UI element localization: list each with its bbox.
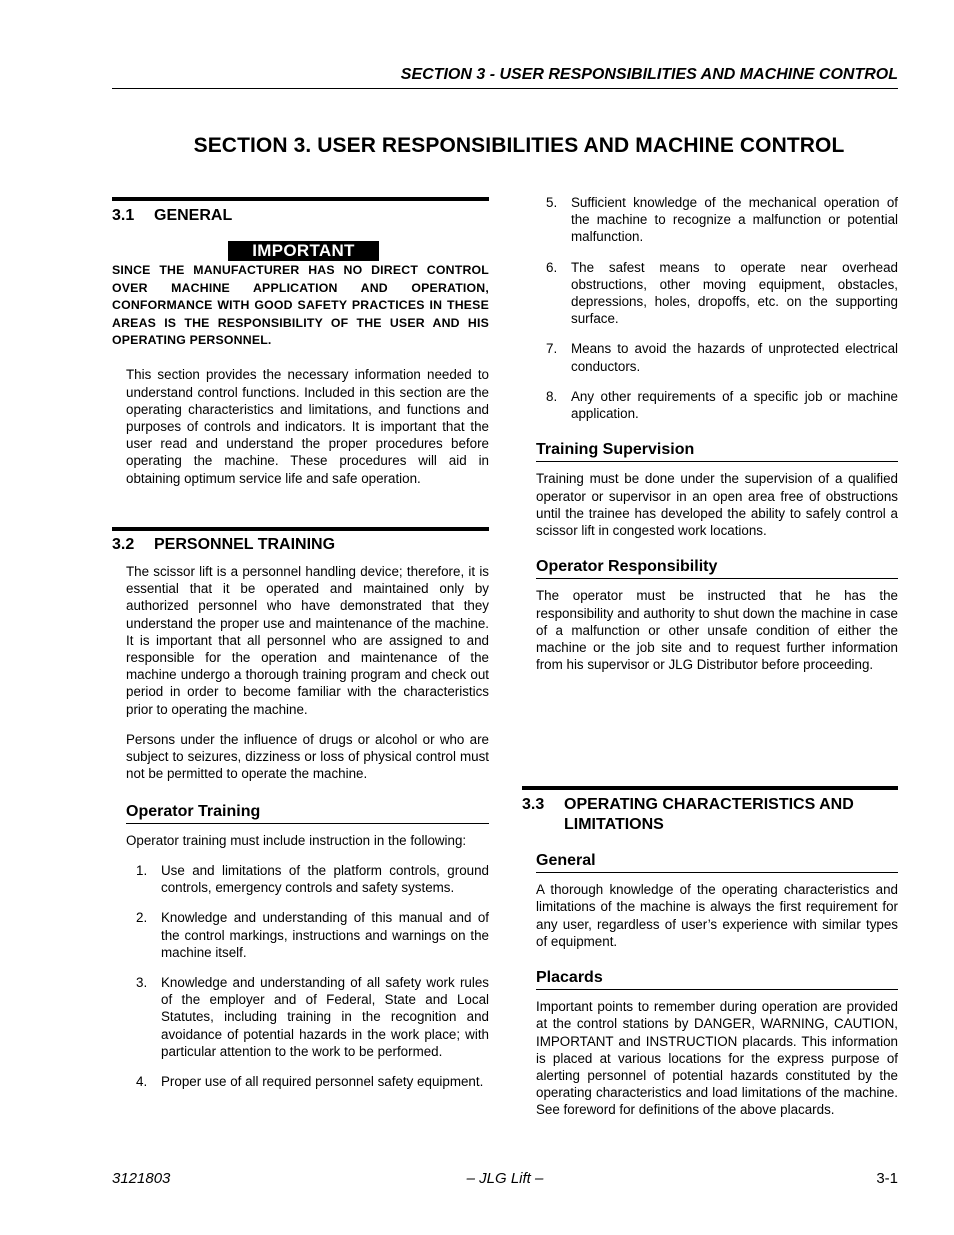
section-3-1-body: This section provides the necessary information needed to understand control functions. Included in this section are the operating characteristics and limitations, and functions and purposes of controls and indicators. It is important that the user read and understand the proper procedures before operating the machine. These procedures will aid in obtaining optimum service life and safe operation. (126, 367, 489, 486)
list-item: 3. Knowledge and understanding of all safety work rules of the employer and of Federal, State and Local Statutes, including training in the recognition and avoidance of potential hazards in the work place; with particular attention to the work to be performed. (136, 974, 489, 1059)
operator-responsibility-heading: Operator Responsibility (536, 558, 898, 579)
left-column (112, 197, 489, 1090)
list-item: 5. Sufficient knowledge of the mechanical operation of the machine to recognize a malfunction or potential malfunction. (546, 195, 898, 245)
section-number: 3.2 (112, 535, 135, 553)
section-3-3-heading (522, 795, 898, 835)
section-title: PERSONNEL TRAINING (154, 535, 336, 553)
footer-center: – JLG Lift – (466, 1170, 544, 1187)
list-item: 6. The safest means to operate near overhead obstructions, other moving equipment, obstacles, depressions, holes, dropoffs, etc. on the supporting surface. (546, 259, 898, 327)
page-title: SECTION 3. USER RESPONSIBILITIES AND MACHINE CONTROL (193, 134, 845, 157)
section-rule (522, 786, 898, 790)
operator-training-heading: Operator Training (126, 803, 489, 824)
right-column-lower (522, 786, 898, 1119)
running-header: SECTION 3 - USER RESPONSIBILITIES AND MACHINE CONTROL (400, 66, 898, 83)
list-item: 2. Knowledge and understanding of this manual and of the control markings, instructions and warnings on the machine itself. (136, 910, 489, 960)
section-number: 3.1 (112, 207, 135, 224)
training-supervision-heading: Training Supervision (536, 441, 898, 462)
section-title: GENERAL (154, 207, 233, 224)
section-rule (112, 527, 489, 531)
list-item: 7. Means to avoid the hazards of unprotected electrical conductors. (546, 341, 898, 374)
list-item: 1. Use and limitations of the platform controls, ground controls, emergency controls and safety systems. (136, 862, 489, 896)
training-paragraph-2: Persons under the influence of drugs or alcohol or who are subject to seizures, dizziness or loss of physical control must not be permitted to operate the machine. (126, 731, 489, 782)
important-label: IMPORTANT (228, 241, 379, 261)
section-rule (112, 197, 489, 201)
header-rule (112, 88, 898, 89)
placards-heading: Placards (536, 969, 898, 990)
placards-body: Important points to remember during operation are provided at the control stations by DANGER, WARNING, CAUTION, IMPORTANT and INSTRUCTION placards. This information is placed at various locations for the express purpose of alerting personnel of potential hazards constituted by the operating characteristics and load limitations of the machine. See foreword for definitions of the above placards. (536, 999, 898, 1118)
footer-doc-number: 3121803 (112, 1170, 171, 1187)
training-supervision-body: Training must be done under the supervision of a qualified operator or supervisor in an open area free of obstructions until the trainee has developed the ability to safely control a scissor lift in congested work locations. (536, 471, 898, 539)
list-item: 8. Any other requirements of a specific job or machine application. (546, 388, 898, 422)
important-notice: SINCE THE MANUFACTURER HAS NO DIRECT CONTROL OVER MACHINE APPLICATION AND OPERATION, CONFORMANCE WITH GOOD SAFETY PRACTICES IN THESE AREAS IS THE RESPONSIBILITY OF THE USER AND HIS OPERATING PERSONNEL. (112, 263, 489, 348)
list-item: 4. Proper use of all required personnel safety equipment. (136, 1073, 484, 1089)
section-number: 3.3 (522, 796, 545, 813)
general-body: A thorough knowledge of the operating characteristics and limitations of the machine is always the first requirement for any user, regardless of user’s experience with similar types of equipment. (536, 882, 898, 949)
section-3-2-heading (112, 536, 489, 553)
training-paragraph-1: The scissor lift is a personnel handling device; therefore, it is essential that it be operated and maintained only by authorized personnel who have demonstrated that they understand the proper use and maintenance of the machine. It is important that all personnel who are assigned to and responsible for the operation and maintenance of the machine undergo a thorough training program and check out period in order to become familiar with the characteristics prior to operating the machine. (126, 564, 489, 717)
right-column (522, 194, 898, 673)
operator-training-intro: Operator training must include instruction in the following: (126, 832, 467, 848)
footer-page-number: 3-1 (876, 1170, 898, 1187)
operator-responsibility-body: The operator must be instructed that he has the responsibility and authority to shut down the machine in case of a malfunction or other unsafe condition of either the machine or the job site and to request further information from his supervisor or JLG Distributor before proceeding. (536, 588, 898, 673)
section-title: OPERATING CHARACTERISTICS AND LIMITATIONS (564, 796, 854, 833)
general-heading: General (536, 852, 898, 873)
section-3-1-heading (112, 207, 489, 224)
